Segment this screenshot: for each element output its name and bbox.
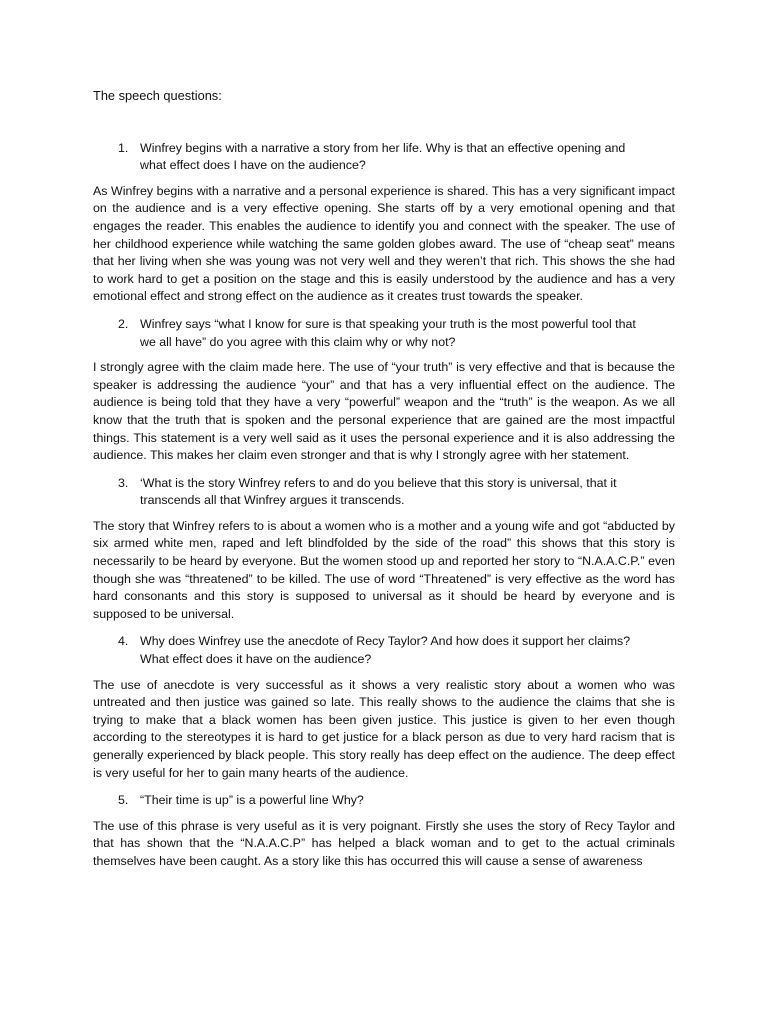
question-5 xyxy=(93,792,675,810)
question-2 xyxy=(93,316,675,351)
question-number: 3. xyxy=(118,475,129,490)
question-3 xyxy=(93,475,675,510)
question-text: Why does Winfrey use the anecdote of Recy Taylor? And how does it support her claims? What effect does it have on the audience? xyxy=(140,634,631,667)
question-number: 5. xyxy=(118,793,129,808)
question-text: ‘What is the story Winfrey refers to and do you believe that this story is universal, that it transcends all that Winfrey argues it transcends. xyxy=(140,475,617,508)
question-number: 1. xyxy=(118,140,129,155)
answer-2: I strongly agree with the claim made here. The use of “your truth” is very effective and that is because the speaker is addressing the audience “your” and that has a very influential effect on the audience. The audience is being told that they have a very “powerful” weapon and the “truth” is the weapon. As we all know that the truth that is spoken and the personal experience that are gained are the most impactful things. This statement is a very well said as it uses the personal experience and it is also addressing the audience. This makes her claim even stronger and that is why I strongly agree with her statement. xyxy=(93,360,675,463)
question-number: 2. xyxy=(118,316,129,331)
question-text: Winfrey begins with a narrative a story from her life. Why is that an effective opening and what effect does I have on the audience? xyxy=(140,140,626,173)
answer-4: The use of anecdote is very successful as it shows a very realistic story about a women who was untreated and then justice was gained so late. This really shows to the audience the claims that she is trying to make that a black women has been given justice. This justice is given to her even though according to the stereotypes it is hard to get justice for a black person as due to very hard racism that is generally experienced by black people. This story really has deep effect on the audience. The deep effect is very useful for her to gain many hearts of the audience. xyxy=(93,677,675,780)
question-text: Winfrey says “what I know for sure is that speaking your truth is the most powerful tool that we all have” do you agree with this claim why or why not? xyxy=(140,316,636,349)
question-number: 4. xyxy=(118,634,129,649)
document-page xyxy=(93,87,675,871)
answer-1: As Winfrey begins with a narrative and a personal experience is shared. This has a very significant impact on the audience and is a very effective opening. She starts off by a very emotional opening and that engages the reader. This enables the audience to identify you and connect with the speaker. The use of her childhood experience while watching the same golden globes award. The use of “cheap seat” means that her living when she was young was not very well and they weren’t that rich. This shows the she had to work hard to get a position on the stage and this is easily understood by the audience and has a very emotional effect and strong effect on the audience as it creates trust towards the speaker. xyxy=(93,183,675,304)
question-1 xyxy=(93,140,675,175)
answer-3: The story that Winfrey refers to is about a women who is a mother and a young wife and got “abducted by six armed white men, raped and left blindfolded by the side of the road” this shows that this story is necessarily to be heard by everyone. But the women stood up and reported her story to “N.A.A.C.P.” even though she was “threatened” to be killed. The use of word “Threatened” is very effective as the word has hard consonants and this story is supposed to universal as it should be heard by everyone and is supposed to be universal. xyxy=(93,518,675,621)
question-text: “Their time is up” is a powerful line Why? xyxy=(140,793,364,808)
document-title: The speech questions: xyxy=(93,88,222,103)
question-4 xyxy=(93,633,675,668)
answer-5: The use of this phrase is very useful as it is very poignant. Firstly she uses the story of Recy Taylor and that has shown that the “N.A.A.C.P” has helped a black woman and to get to the actual criminals themselves have been caught. As a story like this has occurred this will cause a sense of awareness xyxy=(93,818,675,868)
